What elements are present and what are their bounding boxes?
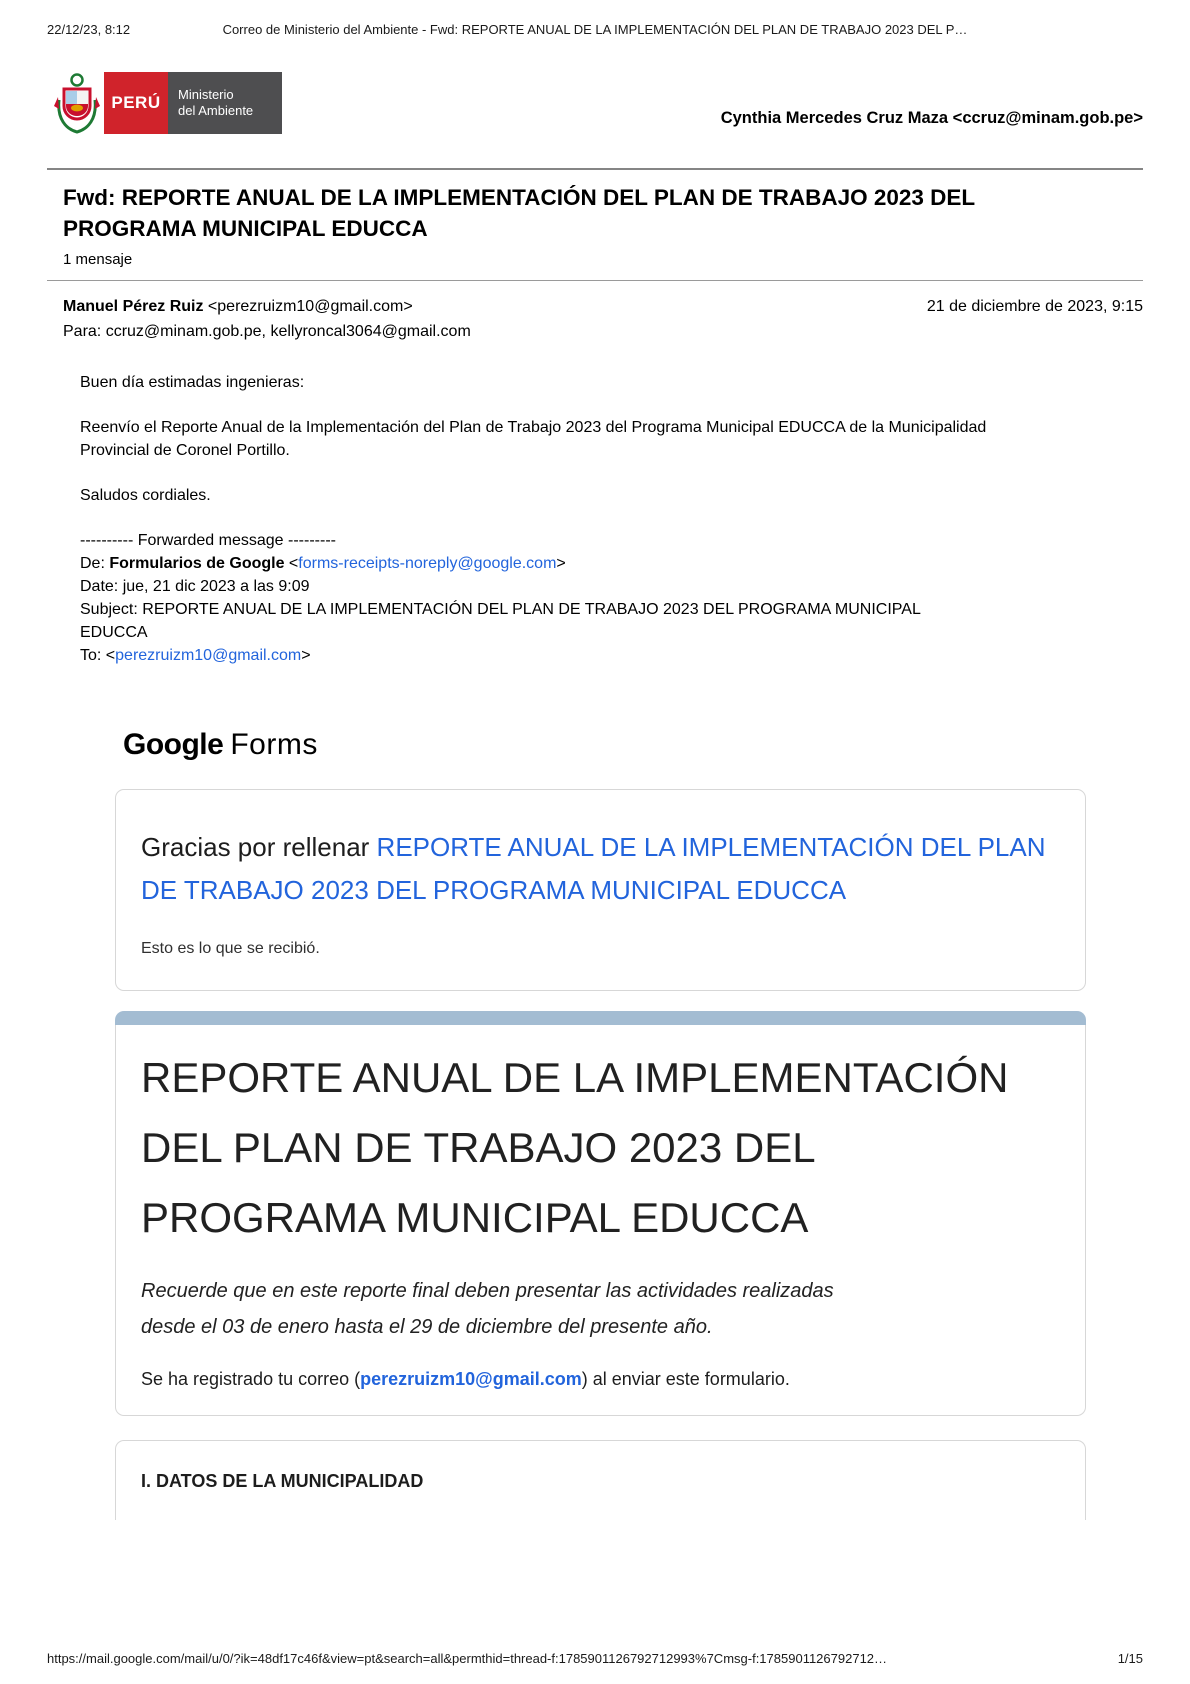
sender bbox=[63, 296, 413, 318]
forms-wordmark: Forms bbox=[230, 728, 318, 761]
section-card bbox=[115, 1440, 1086, 1520]
fwd-date: Date: jue, 21 dic 2023 a las 9:09 bbox=[80, 578, 310, 595]
forwarded-divider: ---------- Forwarded message --------- bbox=[80, 532, 336, 549]
form-response-card bbox=[115, 1011, 1086, 1416]
print-footer bbox=[47, 1651, 1143, 1666]
thanks-prefix: Gracias por rellenar bbox=[141, 832, 377, 862]
email-subject: Fwd: REPORTE ANUAL DE LA IMPLEMENTACIÓN DEL PLAN DE TRABAJO 2023 DEL PROGRAMA MUNICIPAL EDUCCA bbox=[63, 185, 975, 241]
body-paragraph: Reenvío el Reporte Anual de la Implementación del Plan de Trabajo 2023 del Programa Municipal EDUCCA de la Municipalidad Provincial de Coronel Portillo. bbox=[80, 419, 987, 459]
fwd-from-email-link[interactable]: forms-receipts-noreply@google.com bbox=[298, 555, 557, 572]
fwd-to-label: To: < bbox=[80, 647, 116, 664]
peru-logo-label: PERÚ bbox=[104, 72, 168, 134]
closing: Saludos cordiales. bbox=[80, 487, 211, 504]
section-heading: I. DATOS DE LA MUNICIPALIDAD bbox=[141, 1471, 424, 1491]
fwd-to-email-link[interactable]: perezruizm10@gmail.com bbox=[115, 647, 302, 664]
fwd-from-name: Formularios de Google bbox=[109, 555, 285, 572]
fwd-subject: Subject: REPORTE ANUAL DE LA IMPLEMENTACIÓN DEL PLAN DE TRABAJO 2023 DEL PROGRAMA MUNICIPAL EDUCCA bbox=[80, 601, 921, 641]
received-note: Esto es lo que se recibió. bbox=[141, 940, 320, 957]
form-title-link[interactable]: REPORTE ANUAL DE LA IMPLEMENTACIÓN DEL PLAN DE TRABAJO 2023 DEL PROGRAMA MUNICIPAL EDUCCA bbox=[141, 832, 1046, 905]
greeting: Buen día estimadas ingenieras: bbox=[80, 374, 305, 391]
thread-divider bbox=[47, 280, 1143, 281]
ministry-logo-label: Ministerio del Ambiente bbox=[168, 72, 282, 134]
message-date: 21 de diciembre de 2023, 9:15 bbox=[926, 298, 1143, 315]
form-description: Recuerde que en este reporte final deben presentar las actividades realizadas desde el 03 de enero hasta el 29 de diciembre del presente año. bbox=[141, 1280, 834, 1338]
sender-row bbox=[63, 296, 1143, 318]
header-divider bbox=[47, 168, 1143, 170]
registered-email-note: Se ha registrado tu correo (perezruizm10@gmail.com) al enviar este formulario. bbox=[141, 1369, 790, 1389]
sender-name: Manuel Pérez Ruiz bbox=[63, 298, 204, 315]
forwarded-block: ---------- Forwarded message --------- De: Formularios de Google <forms-receipts-noreply@google.com> Date: jue, 21 dic 2023 a las 9:09 Subject: REPORTE ANUAL DE LA IMPLEMENTACIÓN DEL PLAN DE TRABAJO 2023 DEL PROGRAMA MUNICIPAL EDUCCA To: <perezruizm10@gmail.com> bbox=[80, 532, 921, 664]
form-card-header-bar bbox=[115, 1011, 1086, 1025]
print-datetime: 22/12/23, 8:12 bbox=[47, 22, 131, 37]
message-count: 1 mensaje bbox=[63, 251, 133, 268]
google-forms-logo bbox=[123, 727, 1143, 763]
peru-coat-of-arms-icon bbox=[50, 72, 104, 134]
minam-logo bbox=[50, 72, 282, 134]
recipients-line: Para: ccruz@minam.gob.pe, kellyroncal3064@gmail.com bbox=[63, 323, 471, 340]
print-header bbox=[0, 0, 1190, 40]
sender-email: <perezruizm10@gmail.com> bbox=[203, 298, 413, 315]
email-body bbox=[80, 371, 990, 667]
registered-email-link[interactable]: perezruizm10@gmail.com bbox=[360, 1369, 582, 1389]
google-wordmark: Google bbox=[123, 728, 224, 761]
print-title: Correo de Ministerio del Ambiente - Fwd: REPORTE ANUAL DE LA IMPLEMENTACIÓN DEL PLAN DE TRABAJO 2023 DEL P… bbox=[222, 22, 968, 37]
thanks-text bbox=[141, 826, 1046, 912]
thanks-card bbox=[115, 789, 1086, 991]
print-url: https://mail.google.com/mail/u/0/?ik=48df17c46f&view=pt&search=all&permthid=thread-f:1785901126792712993%7Cmsg-f:1785901126792712… bbox=[47, 1651, 888, 1666]
fwd-from-label: De: bbox=[80, 555, 110, 572]
form-title: REPORTE ANUAL DE LA IMPLEMENTACIÓN DEL PLAN DE TRABAJO 2023 DEL PROGRAMA MUNICIPAL EDUCCA bbox=[141, 1054, 1009, 1241]
page-indicator: 1/15 bbox=[1117, 1651, 1143, 1666]
account-name: Cynthia Mercedes Cruz Maza <ccruz@minam.gob.pe> bbox=[720, 109, 1143, 127]
